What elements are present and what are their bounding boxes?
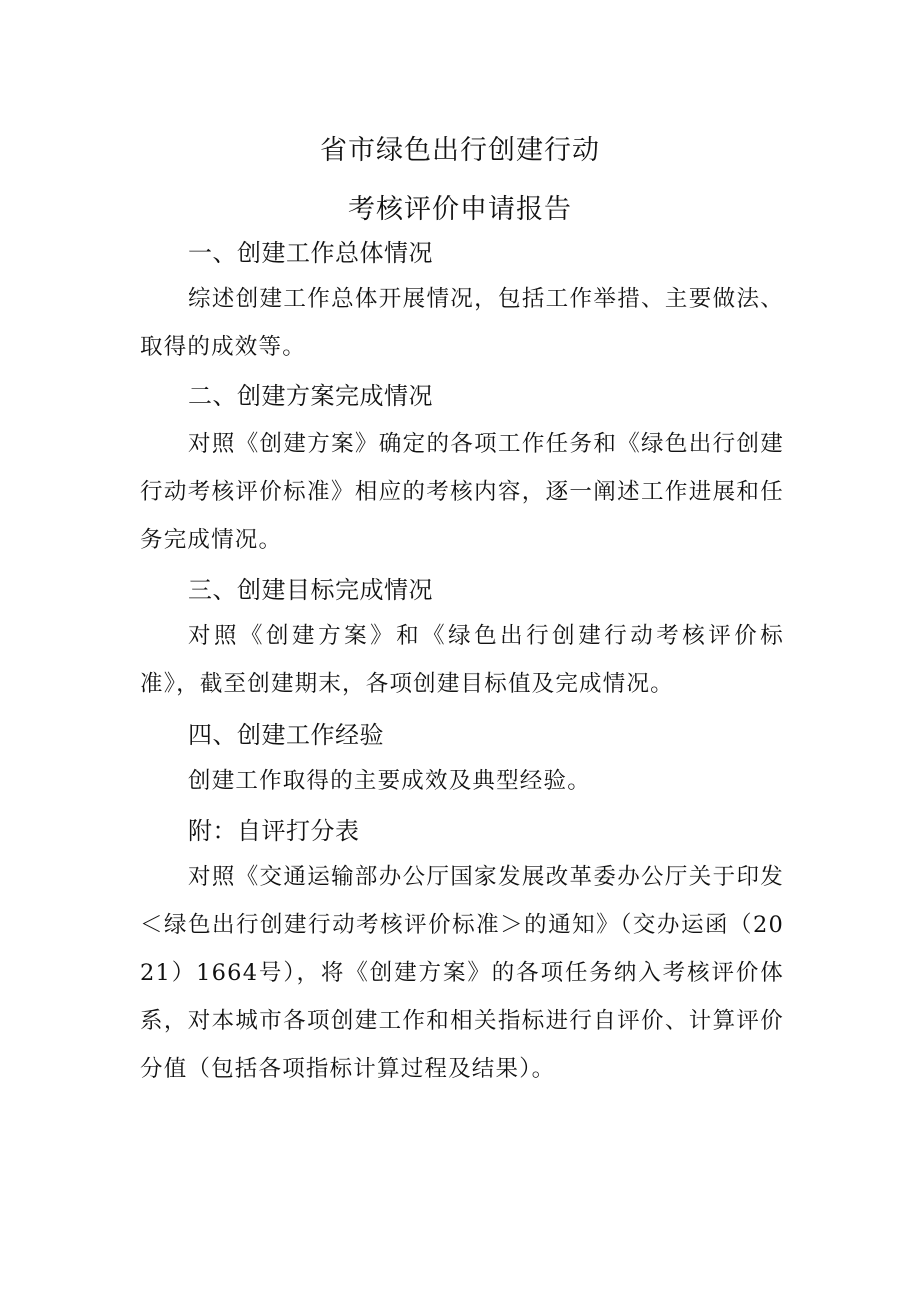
section-heading-appendix: 附：自评打分表 xyxy=(188,817,360,845)
document-title-line2: 考核评价申请报告 xyxy=(348,194,572,225)
section-body-overall: 综述创建工作总体开展情况，包括工作举措、主要做法、取得的成效等。 xyxy=(140,286,784,360)
section-body-plan: 对照《创建方案》确定的各项工作任务和《绿色出行创建行动考核评价标准》相应的考核内容，逐一阐述工作进展和任务完成情况。 xyxy=(140,431,784,553)
section-heading-experience: 四、创建工作经验 xyxy=(188,721,384,749)
section-heading-overall: 一、创建工作总体情况 xyxy=(188,239,433,267)
section-body-goals: 对照《创建方案》和《绿色出行创建行动考核评价标准》，截至创建期末，各项创建目标值及完成情况。 xyxy=(140,623,784,697)
document-title-line1: 省市绿色出行创建行动 xyxy=(320,135,600,166)
section-heading-goals: 三、创建目标完成情况 xyxy=(188,576,433,604)
section-body-experience: 创建工作取得的主要成效及典型经验。 xyxy=(188,768,591,794)
section-heading-plan: 二、创建方案完成情况 xyxy=(188,382,433,410)
section-body-appendix: 对照《交通运输部办公厅国家发展改革委办公厅关于印发＜绿色出行创建行动考核评价标准＞的通知》（交办运函（2021）1664号），将《创建方案》的各项任务纳入考核评价体系，对本城市各项创建工作和相关指标进行自评价、计算评价分值（包括各项指标计算过程及结果）。 xyxy=(140,864,784,1082)
